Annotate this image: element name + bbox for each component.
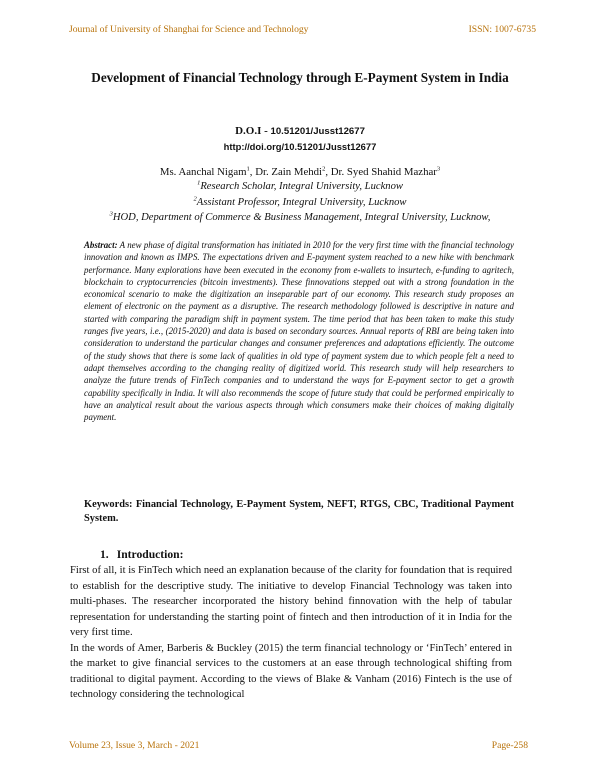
body-text	[70, 563, 512, 703]
author-separator: ,	[249, 166, 256, 178]
author-3-sup: 3	[436, 165, 441, 173]
paper-title: Development of Financial Technology through E-Payment System in India	[91, 70, 509, 85]
keywords-label: Keywords:	[84, 499, 133, 510]
affiliation-1	[60, 180, 540, 194]
author-2-sup: 2	[322, 165, 326, 173]
author-2: Dr. Zain Mehdi	[255, 166, 323, 178]
section-title: Introduction:	[116, 548, 184, 561]
affiliation-1-text: Research Scholar, Integral University, Lucknow	[200, 181, 403, 192]
author-separator: ,	[325, 166, 331, 178]
doi-value: 10.51201/Jusst12677	[270, 126, 365, 137]
author-1-sup: 1	[246, 165, 250, 173]
affiliation-3-sup: 3	[109, 210, 113, 218]
keywords	[84, 498, 514, 526]
affiliation-2	[60, 196, 540, 210]
author-1: Ms. Aanchal Nigam	[159, 166, 247, 178]
affiliation-2-sup: 2	[193, 195, 197, 203]
section-heading	[100, 548, 184, 561]
doi-label: D.O.I -	[235, 125, 271, 137]
affiliation-2-text: Assistant Professor, Integral University, Lucknow	[196, 197, 407, 208]
author-3: Dr. Syed Shahid Mazhar	[330, 166, 437, 178]
affiliation-3	[40, 211, 560, 225]
running-header	[69, 24, 536, 35]
doi-link[interactable]: http://doi.org/10.51201/Jusst12677	[223, 141, 377, 152]
affiliation-3-text: HOD, Department of Commerce & Business Management, Integral University, Lucknow,	[112, 212, 491, 223]
page-number: Page-258	[491, 740, 528, 751]
doi-block	[0, 124, 600, 154]
running-footer	[69, 740, 528, 751]
section-number: 1.	[100, 548, 109, 561]
abstract-text: A new phase of digital transformation has initiated in 2010 for the very first time with the financial technology innovation and known as IMPS. The expectations driven and E-payment system reached to a new hike with benchmark performance. Many explorations have been executed in the economy from e-wallets to insurtech, e-funding to agritech, blockchain to cryptocurrencies (bitcoin investments). These finnovations stepped out with a strong foundation in the economical scenario to make the digitization an inseparable part of our economy. This research study proposes an element of electronic on the payment as a disruptive. The research methodology followed is descriptive in nature and started with comparing the paradigm shift in payment system. The time period that has been taken to make this study ranges five years, i.e., (2015-2020) and data is based on secondary sources. Annual reports of RBI are being taken into consideration to understand the particular changes and consumer preferences and adaptations efficiently. The outcome of the study shows that there is some lack of qualities in old type of payment system due to which people felt a need to adapt themselves according to the changing reality of digitized world. This research study will help researchers to analyze the future trends of FinTech companies and to understand the ways for E-payment sector to get a growth capability specifically in India. It will also recommends the scope of future study that could be performed empirically to have an analytical result about the various aspects through which consumers make their choices of making digitally payment.	[84, 240, 514, 423]
keywords-text: Financial Technology, E-Payment System, NEFT, RTGS, CBC, Traditional Payment System.	[84, 499, 514, 524]
abstract	[84, 239, 514, 423]
issue-info: Volume 23, Issue 3, March - 2021	[69, 740, 200, 751]
issn: ISSN: 1007-6735	[468, 24, 536, 35]
journal-name: Journal of University of Shanghai for Science and Technology	[69, 24, 309, 35]
abstract-label: Abstract:	[84, 240, 118, 250]
paragraph: In the words of Amer, Barberis & Buckley (2015) the term financial technology or ‘FinTech’ entered in the market to give financial services to the customers at an ease through technological shifting from traditional to digital payment. According to the views of Blake & Vanham (2016) Fintech is the use of technology considering the technological	[70, 642, 512, 700]
author-list	[60, 164, 540, 180]
affiliation-1-sup: 1	[197, 179, 201, 187]
paragraph: First of all, it is FinTech which need an explanation because of the clarity for foundation that is required to establish for the descriptive study. The initiative to develop Financial Technology was taken into multi-phases. The researcher incorporated the history behind finnovation with the help of tabular representation for understanding the starting point of fintech and then introduction of it in India for the very first time.	[70, 565, 512, 638]
